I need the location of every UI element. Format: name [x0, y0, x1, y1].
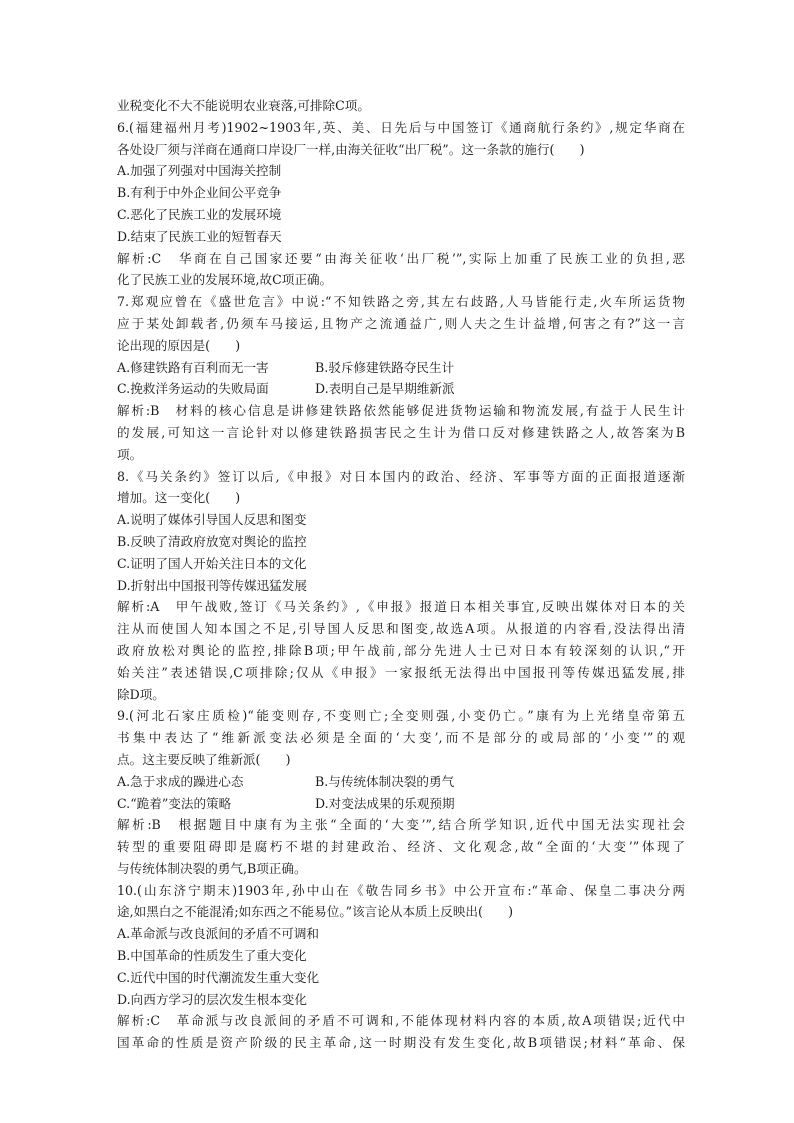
options-row [117, 771, 685, 793]
option-c: C.近代中国的时代潮流发生重大变化 [117, 969, 320, 985]
text-line: 业税变化不大不能说明农业衰落,可排除C项。 [117, 98, 370, 113]
question-8-stem: 增加。这一变化( ) [117, 490, 241, 506]
option-c: C.恶化了民族工业的发展环境 [117, 206, 282, 222]
analysis-text: 解析:B 材料的核心信息是讲修建铁路依然能够促进货物运输和物流发展,有益于人民生计 [117, 403, 685, 419]
analysis-text: 除D项。 [117, 686, 165, 702]
question-7-stem: 论出现的原因是( ) [117, 337, 241, 353]
analysis-text: 始关注”表述错误,C项排除;仅从《申报》一家报纸无法得出中国报刊等传媒迅猛发展,排 [117, 664, 685, 680]
option-a: A.说明了媒体引导国人反思和图变 [117, 512, 307, 528]
question-8-stem: 8.《马关条约》签订以后,《申报》对日本国内的政治、经济、军事等方面的正面报道逐渐 [117, 468, 685, 484]
option-b: B.与传统体制决裂的勇气 [315, 773, 455, 789]
options-row [117, 378, 685, 400]
option-b: B.反映了清政府放宽对舆论的监控 [117, 533, 307, 549]
question-7-stem: 7.郑观应曾在《盛世危言》中说:“不知铁路之旁,其左右歧路,人马皆能行走,火车所运货物 [117, 294, 685, 310]
question-10-stem: 途,如黑白之不能混淆;如东西之不能易位。”该言论从本质上反映出( ) [117, 904, 514, 920]
question-7-stem: 应于某处卸载者,仍须车马接运,且物产之流通益广,则人夫之生计益增,何害之有?”这一言 [117, 315, 685, 331]
question-9-stem: 书集中表达了“维新派变法必须是全面的‘大变’,而不是部分的或局部的‘小变’”的观 [117, 730, 685, 746]
question-6-stem: 6.(福建福州月考)1902~1903年,英、美、日先后与中国签订《通商航行条约》,规定华商在 [117, 119, 685, 135]
analysis-text: 与传统体制决裂的勇气,B项正确。 [117, 860, 307, 876]
option-c: C.挽救洋务运动的失败局面 [117, 381, 269, 397]
option-b: B.驳斥修建铁路夺民生计 [315, 359, 455, 375]
option-c: C.“跪着”变法的策略 [117, 795, 232, 811]
option-b: B.中国革命的性质发生了重大变化 [117, 948, 307, 964]
option-d: D.对变法成果的乐观预期 [315, 795, 455, 811]
option-d: D.折射出中国报刊等传媒迅猛发展 [117, 577, 307, 593]
option-a: A.修建铁路有百利而无一害 [117, 359, 269, 375]
analysis-text: 化了民族工业的发展环境,故C项正确。 [117, 272, 333, 288]
analysis-text: 国革命的性质是资产阶级的民主革命,这一时期没有发生变化,故B项错误;材料“革命、保 [117, 1035, 685, 1051]
question-6-stem: 各处设厂须与洋商在通商口岸设厂一样,由海关征收“出厂税”。这一条款的施行( ) [117, 141, 585, 157]
option-a: A.加强了列强对中国海关控制 [117, 163, 282, 179]
analysis-text: 解析:B 根据题目中康有为主张“全面的‘大变’”,结合所学知识,近代中国无法实现社会 [117, 817, 685, 833]
options-row [117, 357, 685, 379]
analysis-text: 注从而使国人知本国之不足,引导国人反思和图变,故选A项。从报道的内容看,没法得出清 [117, 621, 685, 637]
analysis-text: 政府放松对舆论的监控,排除B项;甲午战前,部分先进人士已对日本有较深刻的认识,“开 [117, 642, 685, 658]
option-d: D.结束了民族工业的短暂春天 [117, 228, 282, 244]
question-10-stem: 10.(山东济宁期末)1903年,孙中山在《敬告同乡书》中公开宣布:“革命、保皇二事决分两 [117, 882, 685, 898]
question-9-stem: 9.(河北石家庄质检)“能变则存,不变则亡;全变则强,小变仍亡。”康有为上光绪皇帝第五 [117, 708, 685, 724]
option-d: D.表明自己是早期维新派 [315, 381, 455, 397]
option-b: B.有利于中外企业间公平竞争 [117, 185, 282, 201]
option-a: A.革命派与改良派间的矛盾不可调和 [117, 926, 320, 942]
analysis-text: 的发展,可知这一言论针对以修建铁路损害民之生计为借口反对修建铁路之人,故答案为B [117, 424, 685, 440]
analysis-text: 解析:A 甲午战败,签订《马关条约》,《申报》报道日本相关事宜,反映出媒体对日本的关 [117, 599, 685, 615]
option-d: D.向西方学习的层次发生根本变化 [117, 991, 307, 1007]
analysis-text: 解析:C 革命派与改良派间的矛盾不可调和,不能体现材料内容的本质,故A项错误;近代中 [117, 1013, 685, 1029]
analysis-text: 项。 [117, 446, 143, 462]
option-a: A.急于求成的躁进心态 [117, 773, 244, 789]
analysis-text: 转型的重要阻碍即是腐朽不堪的封建政治、经济、文化观念,故“全面的‘大变’”体现了 [117, 839, 685, 855]
options-row [117, 793, 685, 815]
analysis-text: 解析:C 华商在自己国家还要“由海关征收‘出厂税’”,实际上加重了民族工业的负担,恶 [117, 250, 685, 266]
document-page [117, 95, 685, 1054]
option-c: C.证明了国人开始关注日本的文化 [117, 555, 307, 571]
question-9-stem: 点。这主要反映了维新派( ) [117, 751, 291, 767]
